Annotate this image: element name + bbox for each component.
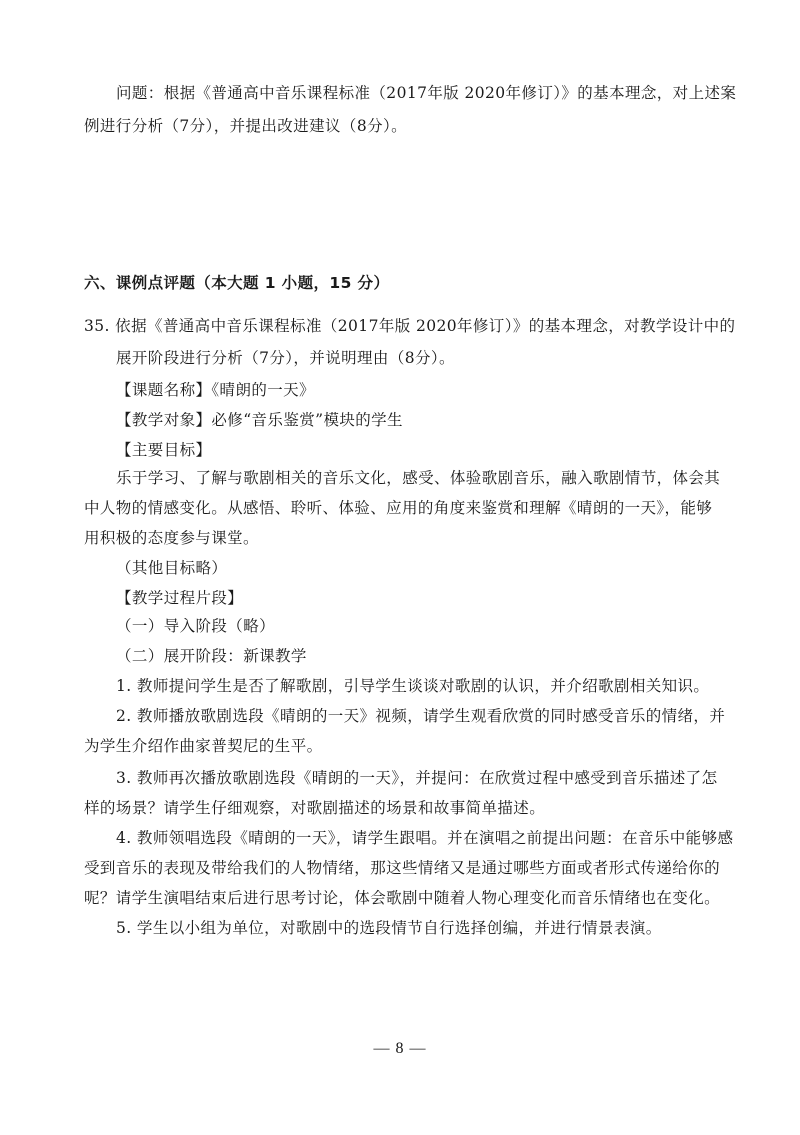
lesson-step-4-line-3: 呢？请学生演唱结束后进行思考讨论，体会歌剧中随着人物心理变化而音乐情绪也在变化。 [84, 889, 721, 907]
question-35-line-2: 展开阶段进行分析（7分），并说明理由（8分）。 [116, 349, 455, 367]
lesson-step-1: 1. 教师提问学生是否了解歌剧，引导学生谈谈对歌剧的认识，并介绍歌剧相关知识。 [116, 677, 710, 695]
lesson-step-3-line-1: 3. 教师再次播放歌剧选段《晴朗的一天》，并提问：在欣赏过程中感受到音乐描述了怎 [116, 769, 718, 787]
lesson-goals-line-2: 中人物的情感变化。从感悟、聆听、体验、应用的角度来鉴赏和理解《晴朗的一天》，能够 [84, 499, 713, 517]
lesson-step-3-line-2: 样的场景？请学生仔细观察，对歌剧描述的场景和故事简单描述。 [84, 799, 546, 817]
lesson-goals-line-3: 用积极的态度参与课堂。 [84, 529, 259, 547]
question-intro-line-1: 问题：根据《普通高中音乐课程标准（2017年版 2020年修订）》的基本理念，对上述案 [116, 84, 737, 102]
lesson-step-2-line-1: 2. 教师播放歌剧选段《晴朗的一天》视频，请学生观看欣赏的同时感受音乐的情绪，并 [116, 707, 726, 725]
lesson-stage-2: （二）展开阶段：新课教学 [116, 647, 307, 665]
question-intro-line-2: 例进行分析（7分），并提出改进建议（8分）。 [84, 117, 408, 135]
lesson-goals-line-1: 乐于学习、了解与歌剧相关的音乐文化，感受、体验歌剧音乐，融入歌剧情节，体会其 [116, 469, 721, 487]
lesson-process-heading: 【教学过程片段】 [116, 589, 244, 607]
section-heading: 六、课例点评题（本大题 1 小题，15 分） [84, 274, 390, 292]
page-number: — 8 — [373, 1040, 427, 1057]
lesson-stage-1: （一）导入阶段（略） [116, 617, 276, 635]
lesson-step-5: 5. 学生以小组为单位，对歌剧中的选段情节自行选择创编，并进行情景表演。 [116, 919, 662, 937]
lesson-audience: 【教学对象】必修“音乐鉴赏”模块的学生 [116, 411, 403, 429]
lesson-other-goals: （其他目标略） [116, 559, 228, 577]
lesson-step-2-line-2: 为学生介绍作曲家普契尼的生平。 [84, 737, 323, 755]
lesson-topic: 【课题名称】《晴朗的一天》 [116, 381, 315, 399]
lesson-step-4-line-2: 受到音乐的表现及带给我们的人物情绪，那这些情绪又是通过哪些方面或者形式传递给你的 [84, 859, 721, 877]
question-35-line-1: 35. 依据《普通高中音乐课程标准（2017年版 2020年修订）》的基本理念，对教学设计中的 [84, 317, 736, 335]
lesson-goals-heading: 【主要目标】 [116, 441, 212, 459]
lesson-step-4-line-1: 4. 教师领唱选段《晴朗的一天》，请学生跟唱。并在演唱之前提出问题：在音乐中能够感 [116, 829, 734, 847]
